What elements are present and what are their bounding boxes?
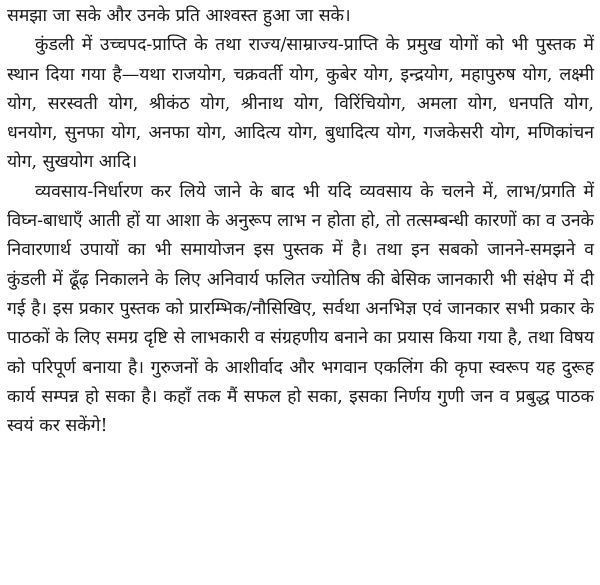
paragraph-continuation: समझा जा सके और उनके प्रति आश्वस्त हुआ जा सके।: [7, 6, 351, 26]
paragraph-business-remedies: व्यवसाय-निर्धारण कर लिये जाने के बाद भी यदि व्यवसाय के चलने में, लाभ/प्रगति में विघ्न-बाधाएँ आती हों या आशा के अनुरूप लाभ न होता हो, तो तत्सम्बन्धी कारणों का व उनके निवारणार्थ उपायों का भी समायोजन इस पुस्तक में है। तथा इन सबको जानने-समझने व कुंडली में ढूँढ़ निकालने के लिए अनिवार्य फलित ज्योतिष की बेसिक जानकारी भी संक्षेप में दी गई है। इस प्रकार पुस्तक को प्रारम्भिक/नौसिखिए, सर्वथा अनभिज्ञ एवं जानकार सभी प्रकार के पाठकों के लिए समग्र दृष्टि से लाभकारी व संग्रहणीय बनाने का प्रयास किया गया है, तथा विषय को परिपूर्ण बनाया है। गुरुजनों के आशीर्वाद और भगवान एकलिंग की कृपा स्वरूप यह दुरूह कार्य सम्पन्न हो सका है। कहाँ तक मैं सफल हो सका, इसका निर्णय गुणी जन व प्रबुद्ध पाठक स्वयं कर सकेंगे!: [7, 181, 594, 437]
paragraph-yogas: कुंडली में उच्चपद-प्राप्ति के तथा राज्य/साम्राज्य-प्राप्ति के प्रमुख योगों को भी पुस्तक में स्थान दिया गया है—यथा राजयोग, चक्रवर्ती योग, कुबेर योग, इन्द्रयोग, महापुरुष योग, लक्ष्मी योग, सरस्वती योग, श्रीकंठ योग, श्रीनाथ योग, विरिंचियोग, अमला योग, धनपति योग, धनयोग, सुनफा योग, अनफा योग, आदित्य योग, बुधादित्य योग, गजकेसरी योग, मणिकांचन योग, सुखयोग आदि।: [7, 35, 594, 173]
